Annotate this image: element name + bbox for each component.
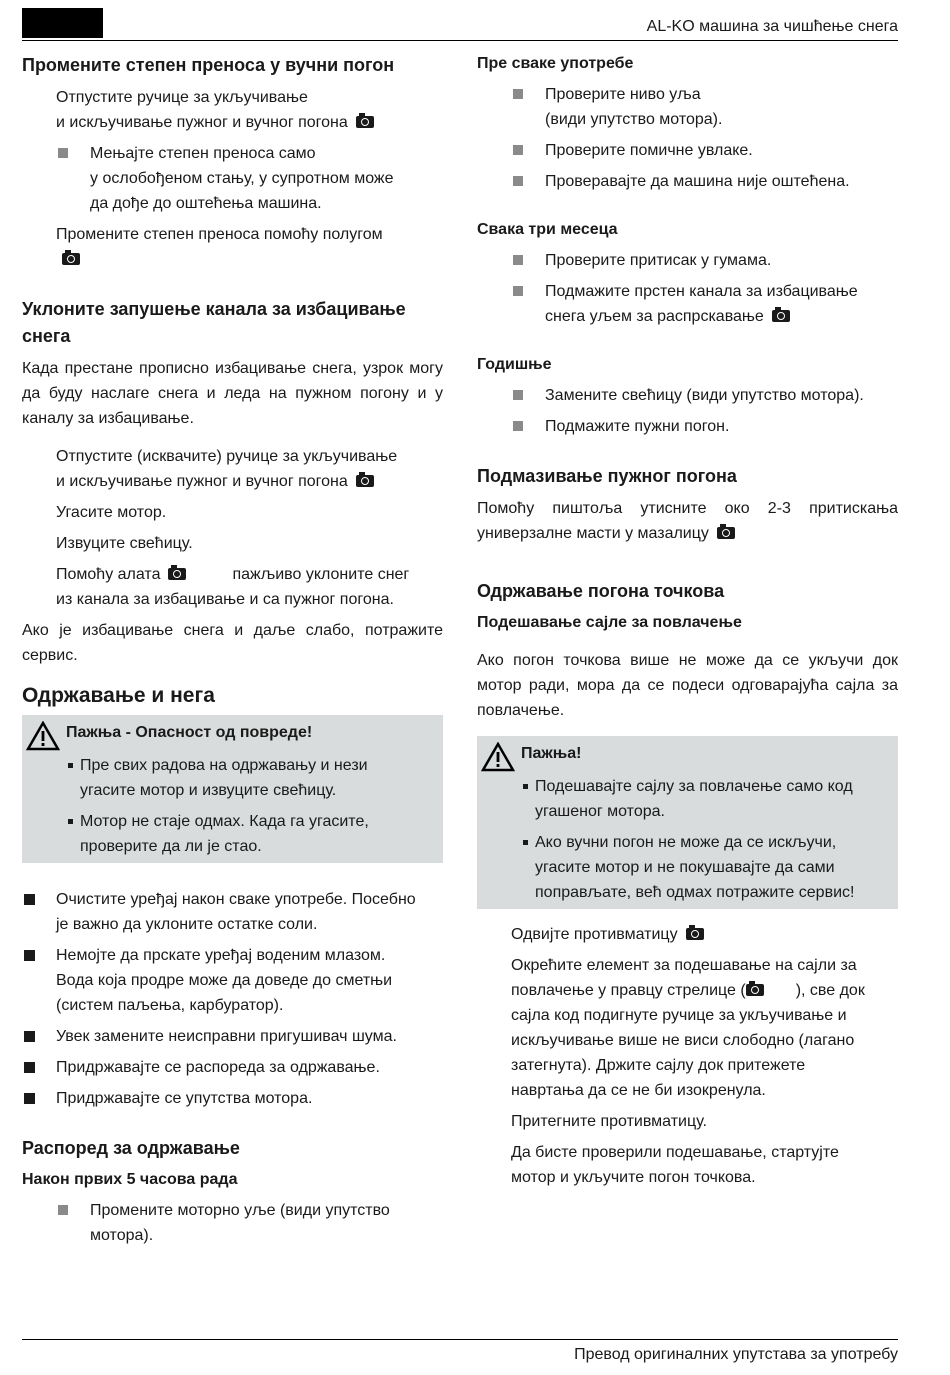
camera-icon <box>356 475 374 487</box>
warning-item: Подешавајте сајлу за повлачење само код угашеног мотора. <box>487 774 888 824</box>
text-turn-adjuster: Окрећите елемент за подешавање на сајли за повлачење у правцу стрелице ( ), све док сајла код подигнуте ручице за укључивање и искључивање више не виси слободно (лагано затегнута). Држите сајлу док притежете навртања да се не би изокренула. <box>511 957 865 1099</box>
heading-clear-chute: Уклоните запушење канала за избацивање снега <box>22 299 406 346</box>
camera-icon <box>62 253 80 265</box>
text-check-adjustment: Да бисте проверили подешавање, стартујте мотор и укључите погон точкова. <box>511 1144 839 1186</box>
warning-triangle-icon <box>26 721 60 751</box>
subheading-cable-adjust: Подешавање сајле за повлачење <box>477 614 742 631</box>
camera-icon <box>686 928 704 940</box>
list-item-skids: Проверите помичне увлаке. <box>477 138 898 163</box>
subheading-first-5-hours: Након првих 5 часова рада <box>22 1171 238 1188</box>
text-remove-plug: Извуците свећицу. <box>56 535 193 552</box>
warning-triangle-icon <box>481 742 515 772</box>
text-use-tool: Помоћу алата пажљиво уклоните снег из канала за избацивање и са пужног погона. <box>56 566 410 608</box>
camera-icon <box>717 527 735 539</box>
list-item-spark-plug: Замените свећицу (види упутство мотора). <box>477 383 898 408</box>
list-item-tyre-pressure: Проверите притисак у гумама. <box>477 248 898 273</box>
text-cable-intro: Ако погон точкова више не може да се укључи док мотор ради, мора да се подеси одговарајућа сајла за повлачење. <box>477 652 898 719</box>
note-gear-change: Мењајте степен преноса само у ослобођеном стању, у супротном може да дође до оштећења машина. <box>22 141 443 216</box>
camera-icon <box>356 116 374 128</box>
list-item-no-water: Немојте да прскате уређај воденим млазом. Вода која продре може да доведе до сметњи (систем паљења, карбуратор). <box>22 943 443 1018</box>
warning-item: Пре свих радова на одржавању и нези угасите мотор и извуците свећицу. <box>32 753 433 803</box>
camera-icon <box>772 310 790 322</box>
list-item-chute-ring: Подмажите прстен канала за избацивање снега уљем за распрскавање <box>477 279 898 329</box>
list-item-damage: Проверавајте да машина није оштећена. <box>477 169 898 194</box>
camera-icon <box>746 984 764 996</box>
text-chute-outro: Ако је избацивање снега и даље слабо, потражите сервис. <box>22 622 443 664</box>
text-grease-gun: Помоћу пиштоља утисните око 2-3 притискања универзалне масти у мазалицу <box>477 500 898 542</box>
list-item-schedule: Придржавајте се распореда за одржавање. <box>22 1055 443 1080</box>
heading-gear-change: Промените степен преноса у вучни погон <box>22 55 395 75</box>
list-item-muffler: Увек замените неисправни пригушивач шума. <box>22 1024 443 1049</box>
text-change-gear-lever: Промените степен преноса помоћу полугом <box>22 222 443 272</box>
warning-title: Пажња! <box>521 745 582 762</box>
square-bullet-icon <box>58 148 68 158</box>
header-title: AL-KO машина за чишћење снега <box>646 18 898 35</box>
warning-item: Мотор не стаје одмах. Када га угасите, проверите да ли је стао. <box>32 809 433 859</box>
header-rule <box>22 40 898 41</box>
list-item-engine-manual: Придржавајте се упутства мотора. <box>22 1086 443 1111</box>
subheading-annually: Годишње <box>477 356 552 373</box>
heading-wheel-drive: Одржавање погона точкова <box>477 581 725 601</box>
text-release-levers: Отпустите ручице за укључивање и искључивање пужног и вучног погона <box>22 85 443 135</box>
subheading-before-use: Пре сваке употребе <box>477 55 634 72</box>
camera-icon <box>168 568 186 580</box>
text-loosen-locknut: Одвијте противматицу <box>477 922 898 947</box>
warning-title: Пажња - Опасност од повреде! <box>66 724 313 741</box>
subheading-every-three-months: Свака три месеца <box>477 221 618 238</box>
heading-maintenance: Одржавање и нега <box>22 684 215 707</box>
text-release-levers-2: Отпустите (исквачите) ручице за укључивање и искључивање пужног и вучног погона <box>56 448 398 490</box>
list-item-oil-level: Проверите ниво уља (види упутство мотора). <box>477 82 898 132</box>
list-item-oil-change: Промените моторно уље (види упутство мотора). <box>22 1198 443 1248</box>
heading-schedule: Распоред за одржавање <box>22 1138 240 1158</box>
left-column <box>22 52 443 1248</box>
footer-rule <box>22 1339 898 1340</box>
heading-auger-lubrication: Подмазивање пужног погона <box>477 466 737 486</box>
text-chute-intro: Када престане прописно избацивање снега, узрок могу да буду наслаге снега и леда на пужном погону и у каналу за избацивање. <box>22 360 443 427</box>
warning-box-injury <box>22 715 443 863</box>
header-black-block <box>22 8 103 38</box>
footer-text: Превод оригиналних упутстава за употребу <box>574 1346 898 1363</box>
warning-item: Ако вучни погон не може да се искључи, угасите мотор и не покушавајте да сами поправљате, већ одмах потражите сервис! <box>487 830 888 905</box>
text-tighten-locknut: Притегните противматицу. <box>511 1113 707 1130</box>
list-item-grease-auger: Подмажите пужни погон. <box>477 414 898 439</box>
warning-box-caution <box>477 736 898 909</box>
right-column <box>477 52 898 1190</box>
text-stop-engine: Угасите мотор. <box>56 504 167 521</box>
list-item-clean: Очистите уређај након сваке употребе. Посебно је важно да уклоните остатке соли. <box>22 887 443 937</box>
